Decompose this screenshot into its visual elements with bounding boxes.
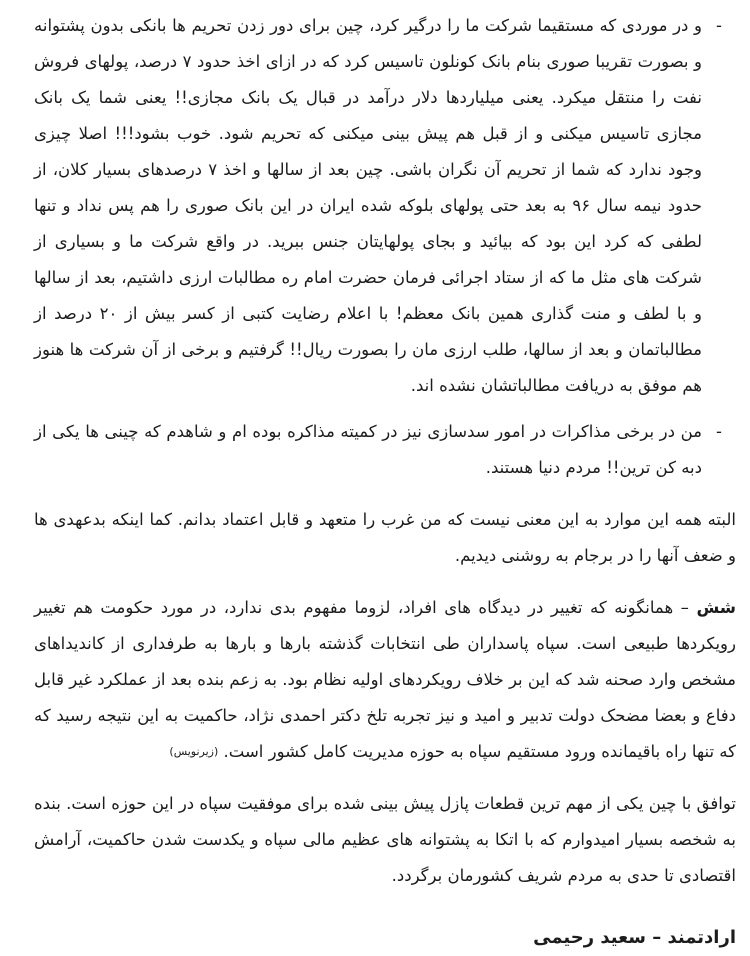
- bullet-dash-icon: -: [716, 422, 722, 441]
- paragraph-china-agreement: توافق با چین یکی از مهم ترین قطعات پازل پیش بینی شده برای موفقیت سپاه در این حوزه است. بنده به شخصه بسیار امیدوارم که با اتکا به پشتوانه های عظیم مالی سپاه و یکدست شدن حاکمیت، آرامش اقتصادی تا حدی به مردم شریف کشورمان برگردد.: [34, 794, 736, 885]
- section-six-body: – همانگونه که تغییر در دیدگاه های افراد، لزوما مفهوم بدی ندارد، در مورد حکومت هم تغییر رویکردها طبیعی است. سپاه پاسداران طی انتخابات گذشته بارها و بارها به طرفداری از کاندیداهای مشخص وارد صحنه شد که این بر خلاف رویکردهای اولیه نظام بود. به زعم بنده بعد از عملکرد غیر قابل دفاع و بعضا مضحک دولت تدبیر و امید و نیز تجربه تلخ دکتر احمدی نژاد، حاکمیت به این نتیجه رسید که که تنها راه باقیمانده ورود مستقیم سپاه به حوزه مدیریت کامل کشور است.: [34, 598, 736, 761]
- bullet-item-kunlun-bank: [34, 8, 736, 404]
- section-six-footnote: (زیرنویس): [169, 745, 219, 758]
- bullet-text-kunlun-bank: و در موردی که مستقیما شرکت ما را درگیر کرد، چین برای دور زدن تحریم ها بانکی بدون پشتوانه و بصورت تقریبا صوری بنام بانک کونلون تاسیس کرد که در ازای اخذ حدود ۷ درصد، پولهای فروش نفت را منتقل میکرد. یعنی میلیاردها دلار درآمد در قبال یک بانک مجازی!! یعنی شما یک بانک مجازی تاسیس میکنی و از قبل هم پیش بینی میکنی که تحریم شود. خوب بشود!!! اصلا چیزی وجود ندارد که شما از تحریم آن نگران باشی. چین بعد از سالها و اخذ ۷ درصدهای بسیار کلان، از حدود نیمه سال ۹۶ به بعد حتی پولهای بلوکه شده ایران در این بانک صوری را هم پس نداد و تنها لطفی که کرد این بود که بیائید و بجای پولهایتان جنس ببرید. در واقع شرکت ما و بسیاری از شرکت های مثل ما که از ستاد اجرائی فرمان حضرت امام ره مطالبات ارزی داشتیم، بعد از سالها و با لطف و منت گذاری همین بانک معظم! با اعلام رضایت کتبی از کسر بیش از ۲۰ درصد از مطالباتمان و بعد از سالها، طلب ارزی مان را بصورت ریال!! گرفتیم و برخی از آن شرکت ها هنوز هم موفق به دریافت مطالباتشان نشده اند.: [34, 16, 703, 395]
- section-six-lead: شش: [696, 598, 736, 617]
- signature: ارادتمند – سعید رحیمی: [533, 927, 736, 948]
- bullet-text-dam-negotiations: من در برخی مذاکرات در امور سدسازی نیز در کمیته مذاکره بوده ام و شاهدم که چینی ها یکی از دبه کن ترین!! مردم دنیا هستند.: [34, 422, 702, 477]
- paragraph-west-trust: البته همه این موارد به این معنی نیست که من غرب را متعهد و قابل اعتماد بدانم. کما اینکه بدعهدی ها و ضعف آنها را در برجام به روشنی دیدیم.: [34, 510, 736, 565]
- bullet-dash-icon: -: [716, 16, 722, 35]
- bullet-item-dam-negotiations: [34, 414, 736, 486]
- paragraph-section-six: [34, 590, 736, 770]
